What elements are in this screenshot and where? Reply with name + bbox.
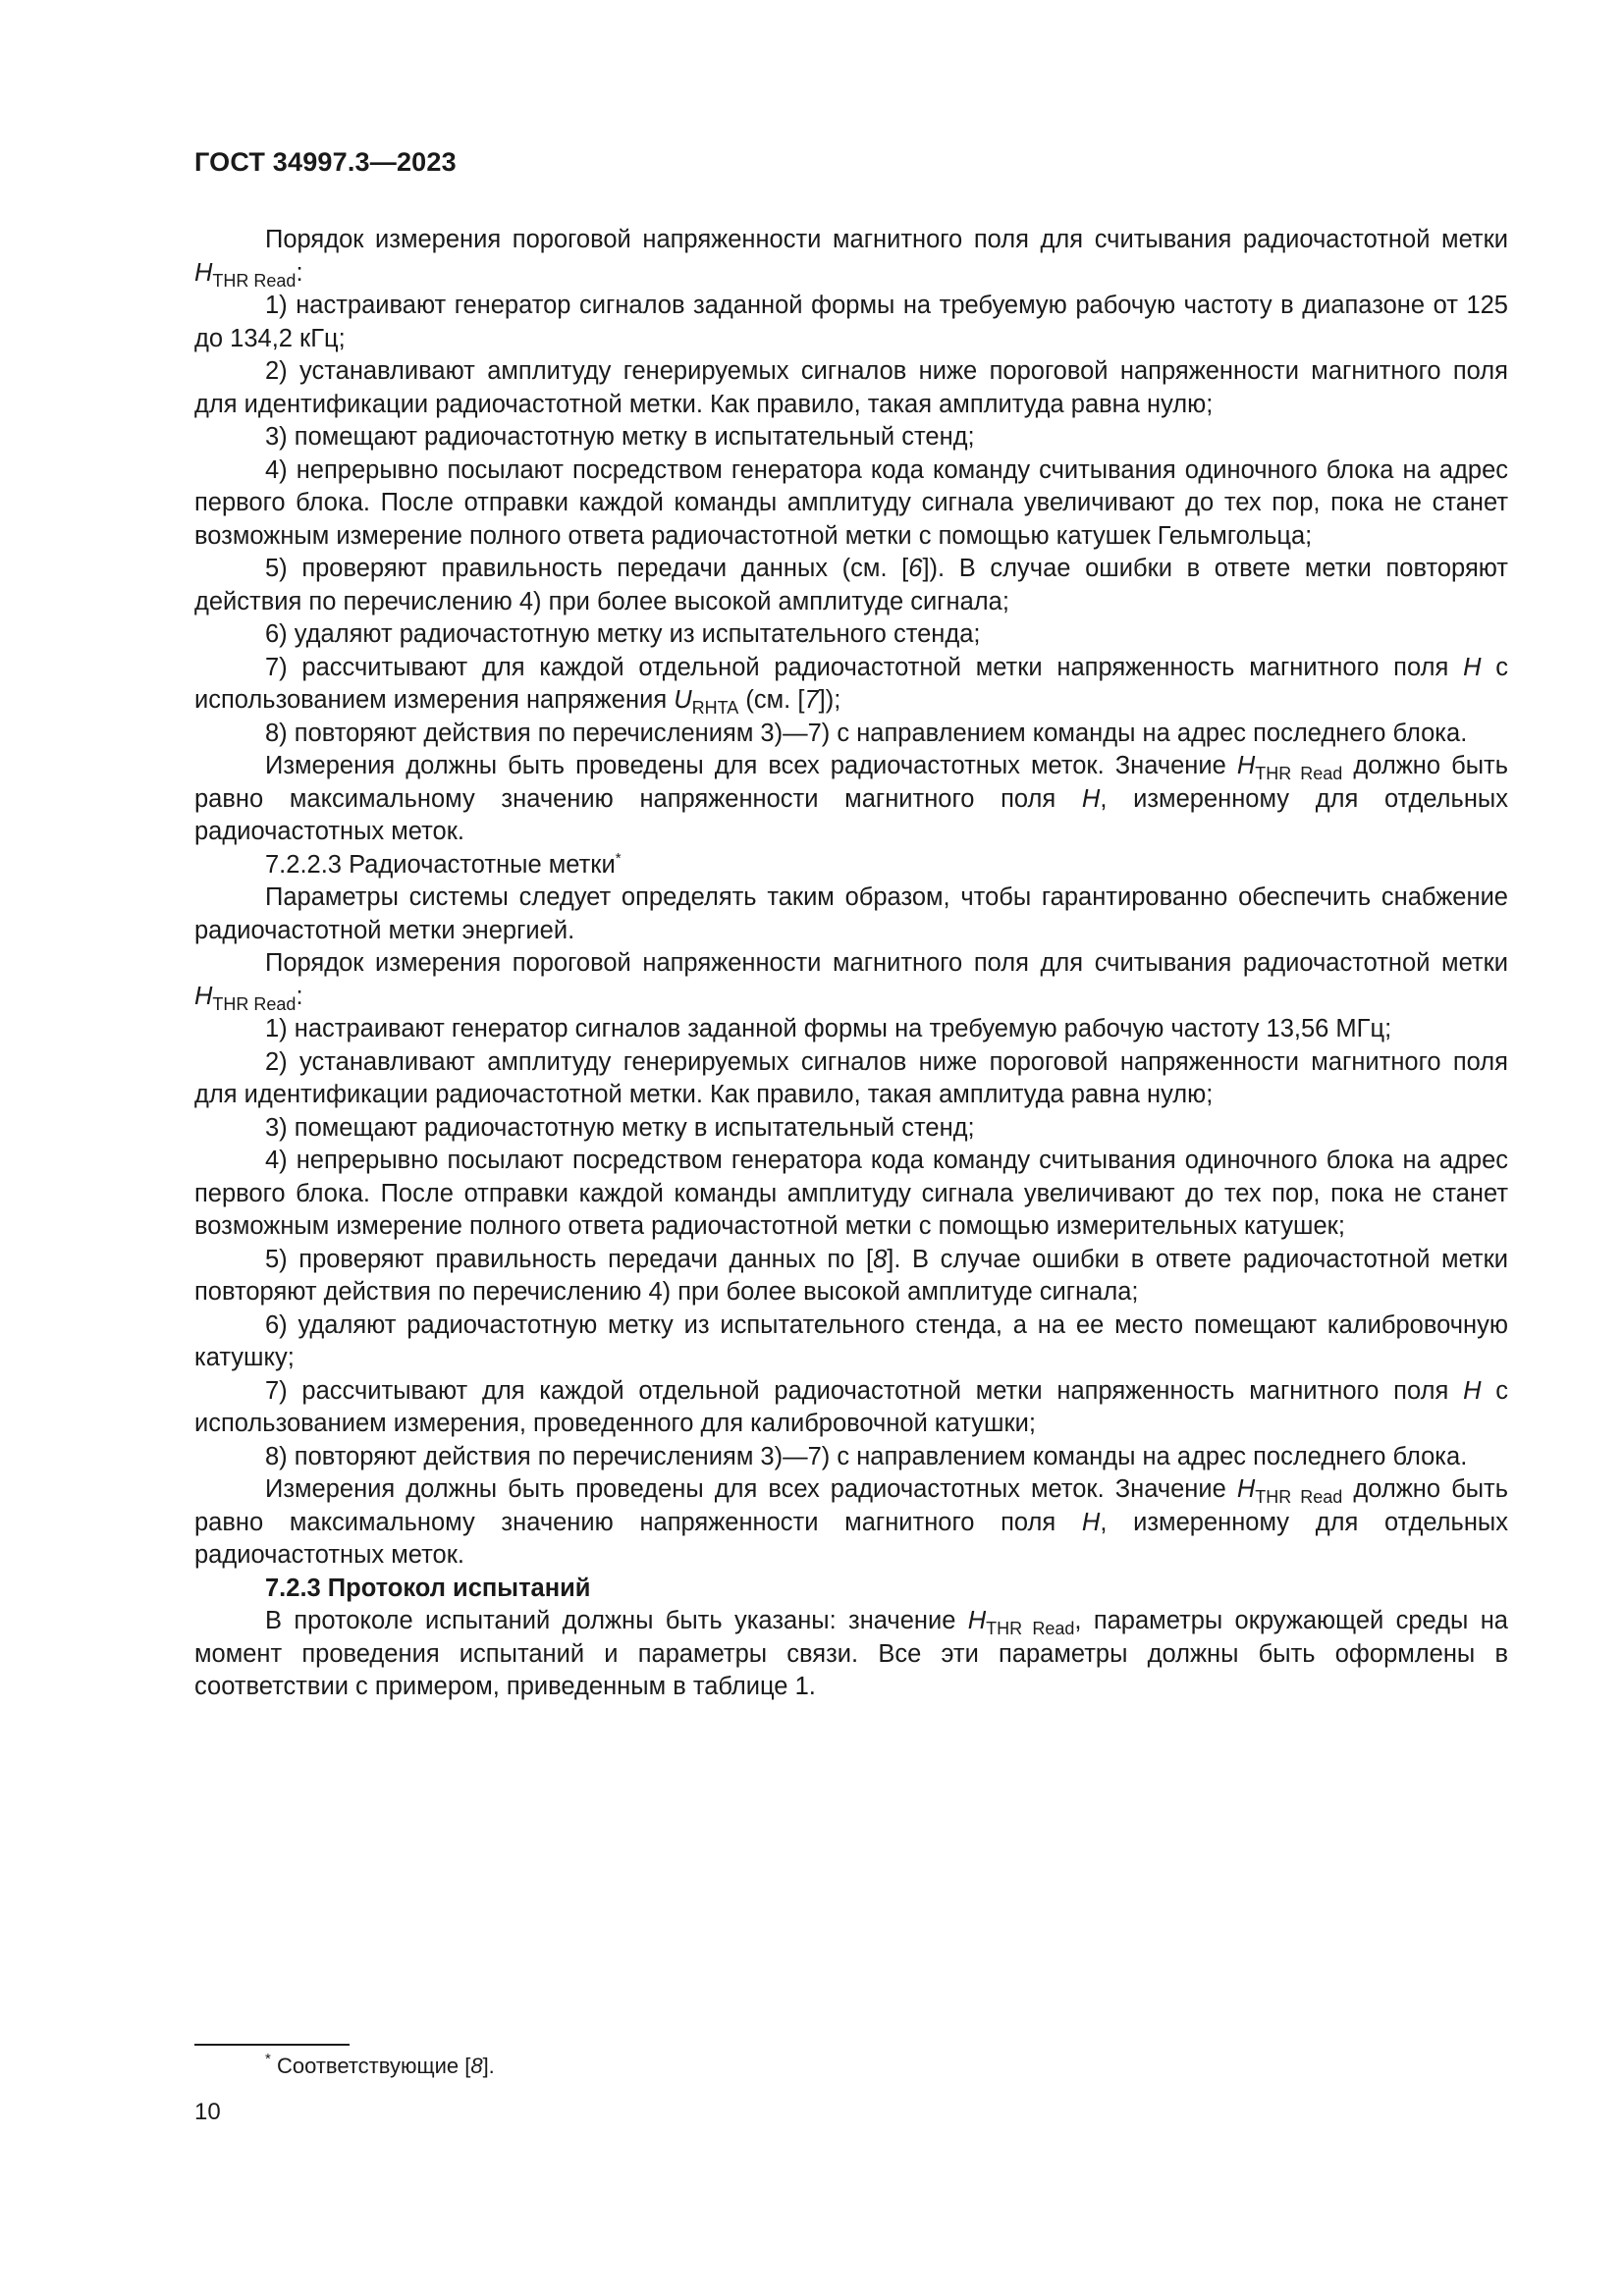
list-item: 8) повторяют действия по перечислениям 3)—7) с направлением команды на адрес последнего блока.: [265, 1442, 1468, 1470]
footnote: * Соответствующие [8].: [265, 2051, 495, 2078]
list-item: 1) настраивают генератор сигналов заданной формы на требуемую рабочую частоту в диапазоне от 125 до 134,2 кГц;: [194, 292, 1508, 352]
list-item: 4) непрерывно посылают посредством генератора кода команду считывания одиночного блока на адрес первого блока. После отправки каждой команды амплитуду сигнала увеличивают до тех пор, пока не станет возможным измерение полного ответа радиочастотной метки с помощью измерительных катушек;: [194, 1147, 1508, 1240]
footnote-mark: *: [615, 849, 622, 867]
footnote-divider: [194, 2044, 350, 2046]
list-item: 7) рассчитывают для каждой отдельной радиочастотной метки напряженность магнитного поля H с использованием измерения, проведенного для калибровочной катушки;: [194, 1376, 1508, 1437]
footnote-mark: *: [265, 2051, 271, 2067]
list-item: 3) помещают радиочастотную метку в испытательный стенд;: [265, 1113, 975, 1142]
list-item: 3) помещают радиочастотную метку в испытательный стенд;: [265, 423, 975, 451]
page-number: 10: [194, 2099, 221, 2125]
document-body: [194, 224, 1508, 1704]
list-item: 5) проверяют правильность передачи данных по [8]. В случае ошибки в ответе радиочастотной метки повторяют действия по перечислению 4) при более высокой амплитуде сигнала;: [194, 1245, 1508, 1306]
list-item: 6) удаляют радиочастотную метку из испытательного стенда;: [265, 620, 981, 648]
list-item: 1) настраивают генератор сигналов заданной формы на требуемую рабочую частоту 13,56 МГц;: [265, 1015, 1392, 1042]
paragraph: Измерения должны быть проведены для всех радиочастотных меток. Значение $H_{THR Read}$ должно быть равно максимальному значению напряженности магнитного поля H, измеренному для отдельных радиочастотных меток.: [194, 1475, 1508, 1569]
list-item: 6) удаляют радиочастотную метку из испытательного стенда, а на ее место помещают калибровочную катушку;: [194, 1310, 1508, 1371]
reference-link: 6: [908, 555, 923, 582]
list-item: 8) повторяют действия по перечислениям 3)—7) с направлением команды на адрес последнего блока.: [265, 719, 1468, 747]
reference-link: 8: [470, 2054, 483, 2078]
list-item: 2) устанавливают амплитуду генерируемых сигналов ниже пороговой напряженности магнитного поля для идентификации радиочастотной метки. Как правило, такая амплитуда равна нулю;: [194, 1047, 1508, 1108]
paragraph: Параметры системы следует определять таким образом, чтобы гарантированно обеспечить снабжение радиочастотной метки энергией.: [194, 883, 1508, 944]
reference-link: 8: [873, 1245, 888, 1273]
list-item: 5) проверяют правильность передачи данных (см. [6]). В случае ошибки в ответе метки повторяют действия по перечислению 4) при более высокой амплитуде сигнала;: [194, 555, 1508, 615]
list-item: 2) устанавливают амплитуду генерируемых сигналов ниже пороговой напряженности магнитного поля для идентификации радиочастотной метки. Как правило, такая амплитуда равна нулю;: [194, 357, 1508, 418]
section-heading: 7.2.3 Протокол испытаний: [265, 1574, 591, 1602]
list-item: 7) рассчитывают для каждой отдельной радиочастотной метки напряженность магнитного поля H с использованием измерения напряжения $U_{RHTA}$ (см. [7]);: [194, 653, 1508, 718]
list-item: 4) непрерывно посылают посредством генератора кода команду считывания одиночного блока на адрес первого блока. После отправки каждой команды амплитуду сигнала увеличивают до тех пор, пока не станет возможным измерение полного ответа радиочастотной метки с помощью катушек Гельмгольца;: [194, 455, 1508, 550]
section-heading: 7.2.2.3 Радиочастотные метки*: [265, 849, 622, 879]
paragraph: Измерения должны быть проведены для всех радиочастотных меток. Значение $H_{THR Read}$ должно быть равно максимальному значению напряженности магнитного поля H, измеренному для отдельных радиочастотных меток.: [194, 752, 1508, 845]
paragraph: Порядок измерения пороговой напряженности магнитного поля для считывания радиочастотной метки $H_{THR Read}$:: [194, 949, 1508, 1014]
paragraph: В протоколе испытаний должны быть указаны: значение $H_{THR Read}$, параметры окружающей среды на момент проведения испытаний и параметры связи. Все эти параметры должны быть оформлены в соответствии с примером, приведенным в таблице 1.: [194, 1607, 1508, 1700]
document-header: ГОСТ 34997.3—2023: [194, 147, 457, 177]
reference-link: 7: [804, 686, 819, 714]
paragraph: Порядок измерения пороговой напряженности магнитного поля для считывания радиочастотной метки $H_{THR Read}$:: [194, 226, 1508, 291]
